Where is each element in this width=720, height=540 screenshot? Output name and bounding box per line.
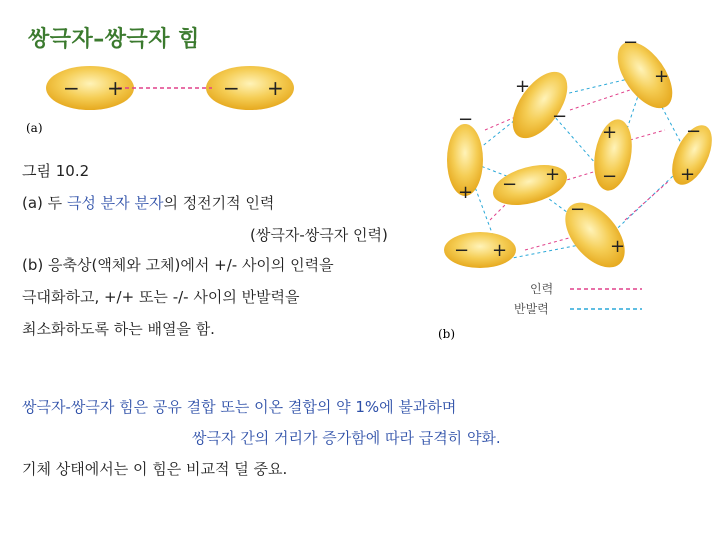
- figure-number: 그림 10.2: [22, 162, 90, 180]
- figure-b-condensed-phase: [430, 20, 720, 350]
- figure-a-dipole-pair: [20, 58, 320, 140]
- dipole: [502, 62, 578, 147]
- caption-line-a: [22, 192, 274, 213]
- term-molecule: 분자: [134, 194, 164, 212]
- legend: [514, 281, 642, 316]
- plus-sign: +: [654, 66, 670, 87]
- plus-sign: +: [492, 240, 508, 261]
- plus-sign: +: [267, 76, 284, 100]
- caption-line-a-sub: (쌍극자-쌍극자 인력): [250, 226, 388, 244]
- legend-label-repulsion: 반발력: [514, 302, 549, 316]
- minus-sign: −: [454, 240, 470, 261]
- minus-sign: −: [458, 109, 474, 130]
- dipole: [607, 32, 683, 117]
- body-line-2: 쌍극자 간의 거리가 증가함에 따라 급격히 약화.: [192, 429, 501, 447]
- plus-sign: +: [458, 182, 474, 203]
- minus-sign: −: [223, 76, 240, 100]
- plus-sign: +: [610, 236, 626, 257]
- page-title: 쌍극자–쌍극자 힘: [28, 27, 200, 52]
- minus-sign: −: [602, 166, 618, 187]
- caption-line-b1: (b) 응축상(액체와 고체)에서 +/- 사이의 인력을: [22, 256, 334, 274]
- plus-sign: +: [545, 164, 561, 185]
- body-line-3: 기체 상태에서는 이 힘은 비교적 덜 중요.: [22, 460, 288, 478]
- caption-line-b3: 최소화하도록 하는 배열을 함.: [22, 320, 215, 338]
- minus-sign: −: [63, 76, 80, 100]
- dipole: [554, 192, 637, 279]
- caption-text: (a) 두: [22, 194, 67, 212]
- plus-sign: +: [515, 76, 531, 97]
- minus-sign: −: [623, 32, 639, 53]
- plus-sign: +: [602, 122, 618, 143]
- minus-sign: −: [552, 106, 568, 127]
- figure-a-label: (a): [26, 121, 43, 135]
- minus-sign: −: [502, 174, 518, 195]
- plus-sign: +: [680, 164, 696, 185]
- caption-line-b2: 극대화하고, +/+ 또는 -/- 사이의 반발력을: [22, 288, 300, 306]
- body-line-1: 쌍극자-쌍극자 힘은 공유 결합 또는 이온 결합의 약 1%에 불과하며: [22, 398, 457, 416]
- term-polar-molecule: 극성 분자: [66, 194, 130, 212]
- minus-sign: −: [570, 199, 586, 220]
- legend-label-attraction: 인력: [530, 282, 554, 296]
- figure-b-label: (b): [438, 327, 456, 341]
- plus-sign: +: [107, 76, 124, 100]
- minus-sign: −: [686, 121, 702, 142]
- caption-text: 의 정전기적 인력: [163, 194, 275, 212]
